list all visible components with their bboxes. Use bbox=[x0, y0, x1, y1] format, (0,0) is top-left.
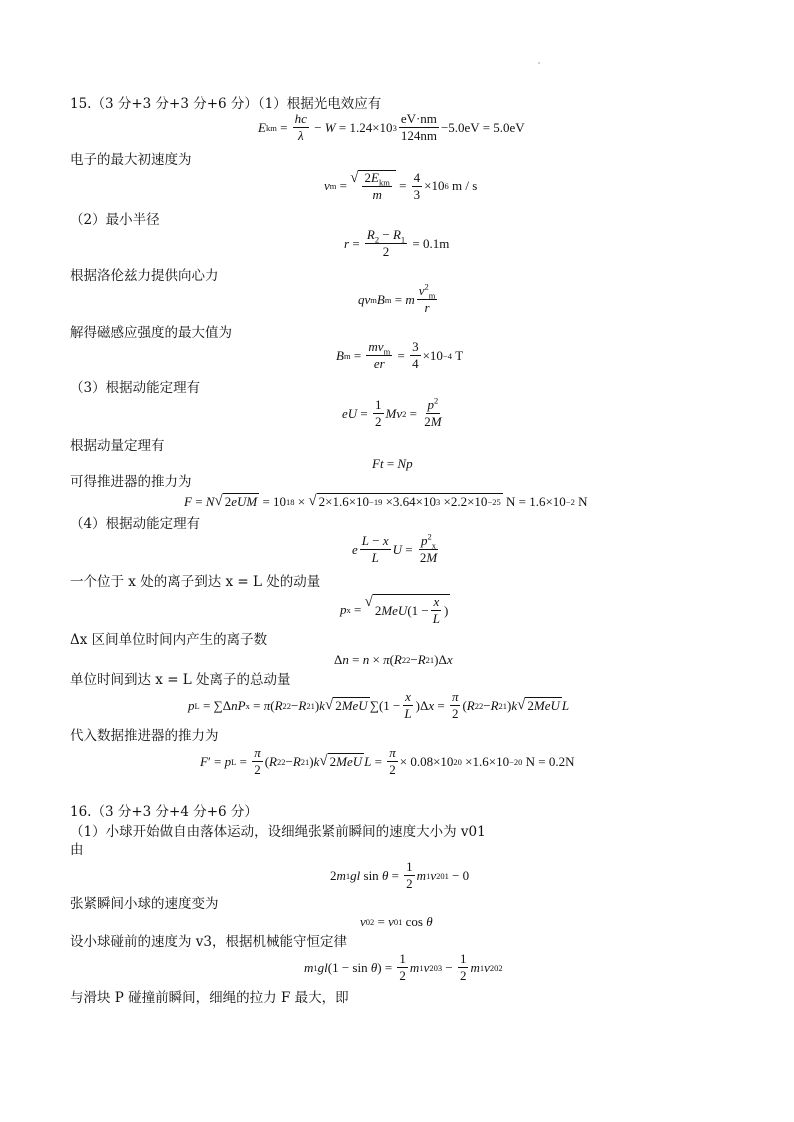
text-q16-energy: 设小球碰前的速度为 v3，根据机械能守恒定律 bbox=[70, 934, 348, 950]
equation-free-fall: 2 m 1 gl sin θ = $\frac{1}{2}$ m 1 v 2 01 − 0 bbox=[330, 859, 470, 891]
equation-final-thrust: F ′ = p L = $\frac{\pi}{2}$ ( R 2 2 − R 2 1 ) k √ 2 MeU L = $\frac{\pi}{2}$ × 0.08×10 20 ×1.6×10 −20 N = 0.2N bbox=[200, 745, 575, 777]
text-dx: Δx 区间单位时间内产生的离子数 bbox=[70, 632, 268, 648]
text-part2: （2）最小半径 bbox=[70, 212, 160, 228]
text-q16-part1: （1）小球开始做自由落体运动，设细绳张紧前瞬间的速度大小为 v01 bbox=[70, 824, 486, 840]
text-q16-from: 由 bbox=[70, 842, 84, 858]
text-momentum: 根据动量定理有 bbox=[70, 438, 165, 454]
equation-velocity-change: v 02 = v 01 cos θ bbox=[360, 914, 433, 929]
text-total-momentum: 单位时间到达 x = L 处离子的总动量 bbox=[70, 672, 291, 688]
equation-max-speed: v m = √ $\frac{2E_{km}}{m}$ = $\frac{4}{3}$ ×10 6 m / s bbox=[324, 169, 478, 202]
text-thrust: 可得推进器的推力为 bbox=[70, 474, 192, 490]
equation-bmax: B m = $\frac{mv_m}{er}$ = $\frac{3}{4}$ ×10 −4 T bbox=[336, 339, 464, 371]
text-part3: （3）根据动能定理有 bbox=[70, 380, 201, 396]
text-lorentz: 根据洛伦兹力提供向心力 bbox=[70, 268, 219, 284]
equation-px: p x = √ 2 MeU (1 − $\frac{x}{L}$ ) bbox=[340, 594, 449, 626]
text-part4: （4）根据动能定理有 bbox=[70, 516, 201, 532]
text-max-speed: 电子的最大初速度为 bbox=[70, 152, 192, 168]
text-px: 一个位于 x 处的离子到达 x = L 处的动量 bbox=[70, 574, 321, 590]
equation-min-radius: r = $\frac{R_2 - R_1}{2}$ = 0.1m bbox=[344, 227, 450, 259]
equation-pl: p L = ∑Δ nP x = π ( R 2 2 − R 2 1 ) k √ 2 MeU ∑(1 − $\frac{x}{L}$ )Δ x = $\frac{\pi}{2}$ ( R 2 2 − R 2 1 ) k √ 2 MeU L bbox=[188, 689, 570, 721]
text-q16-tension: 张紧瞬间小球的速度变为 bbox=[70, 896, 219, 912]
equation-energy-conservation: m 1 gl (1 − sin θ ) = $\frac{1}{2}$ m 1 v 2 03 − $\frac{1}{2}$ m 1 v 2 02 bbox=[304, 951, 503, 983]
text-bmax: 解得磁感应强度的最大值为 bbox=[70, 325, 232, 341]
q15-header: 15.（3 分+3 分+3 分+6 分）（1）根据光电效应有 bbox=[70, 96, 382, 112]
equation-momentum: Ft = Np bbox=[372, 456, 413, 471]
equation-lorentz: qv m B m = m $\frac{v^2_m}{r}$ bbox=[358, 281, 436, 315]
equation-dn: Δ n = n × π ( R 2 2 − R 2 1 )Δ x bbox=[334, 652, 453, 667]
page-mark bbox=[538, 62, 540, 64]
equation-energy: eU = $\frac{1}{2}$ Mv 2 = $\frac{p^2}{2M}$ bbox=[342, 395, 442, 429]
equation-result: −5.0eV = 5.0eV bbox=[440, 119, 525, 135]
text-q16-max-tension: 与滑块 P 碰撞前瞬间，细绳的拉力 F 最大，即 bbox=[70, 990, 349, 1006]
equation-thrust: F = N √ 2 eUM = 10 18 × √ 2×1.6×10 −19 ×3.64×10 3 ×2.2×10 −25 N = 1.6×10 −2 N bbox=[184, 493, 588, 509]
equation-energy-x: e $\frac{L - x}{L}$ U = $\frac{p^2_x}{2M}$ bbox=[352, 531, 438, 565]
equation-photoelectric: E km = $\frac{hc}{\lambda}$ − W = 1.24×10 3 $\frac{eV\cdot nm}{124nm}$ −5.0eV = 5.0eV bbox=[258, 111, 525, 143]
text-substitute: 代入数据推进器的推力为 bbox=[70, 728, 219, 744]
q16-header: 16.（3 分+3 分+4 分+6 分） bbox=[70, 804, 258, 820]
